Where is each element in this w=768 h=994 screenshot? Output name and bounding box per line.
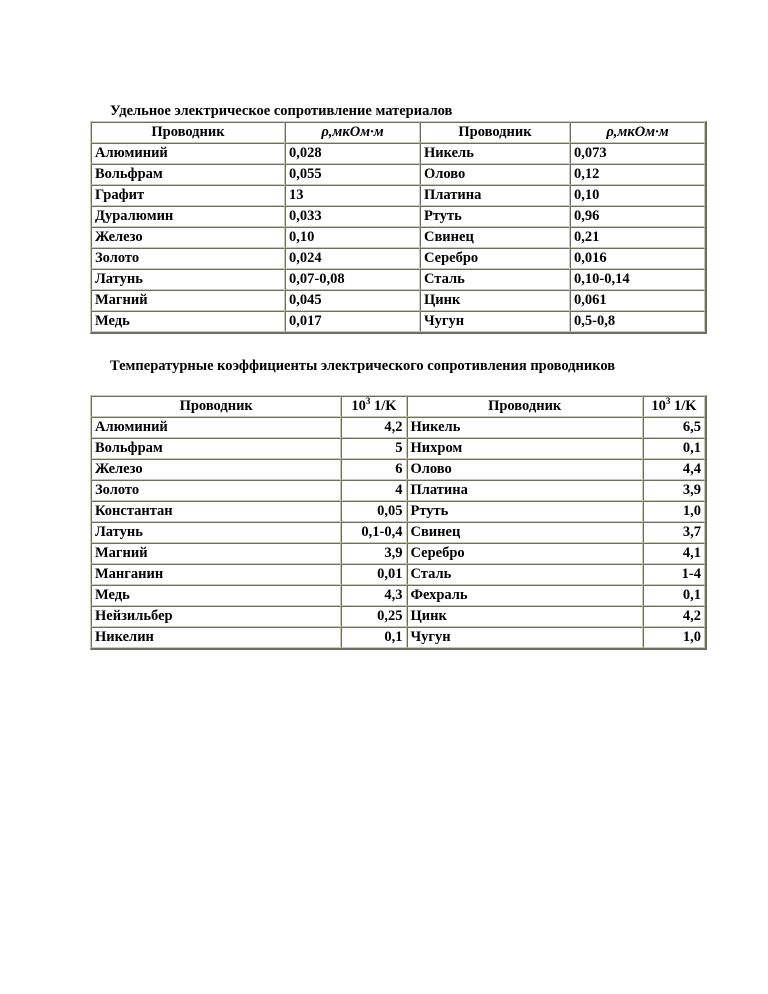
column-header-conductor: Проводник bbox=[91, 122, 285, 143]
conductor-name-cell: Вольфрам bbox=[91, 164, 285, 185]
conductor-name-cell: Свинец bbox=[407, 522, 643, 543]
value-cell: 3,9 bbox=[643, 480, 705, 501]
value-cell: 0,045 bbox=[285, 290, 420, 311]
table-row bbox=[91, 501, 705, 522]
conductor-name-cell: Алюминий bbox=[91, 417, 341, 438]
table-row bbox=[91, 206, 705, 227]
conductor-name-cell: Никель bbox=[420, 143, 570, 164]
column-header-conductor: Проводник bbox=[420, 122, 570, 143]
table-row bbox=[91, 522, 705, 543]
table-row bbox=[91, 311, 705, 332]
conductor-name-cell: Цинк bbox=[420, 290, 570, 311]
conductor-name-cell: Латунь bbox=[91, 269, 285, 290]
column-header-coefficient: $10^3$ 1/K bbox=[341, 396, 406, 417]
table-row bbox=[91, 248, 705, 269]
value-cell: 0,12 bbox=[570, 164, 705, 185]
value-cell: 6,5 bbox=[643, 417, 705, 438]
conductor-name-cell: Медь bbox=[91, 585, 341, 606]
temperature-coefficient-table bbox=[90, 395, 707, 650]
value-cell: 0,5-0,8 bbox=[570, 311, 705, 332]
value-cell: 4 bbox=[341, 480, 406, 501]
value-cell: 0,1-0,4 bbox=[341, 522, 406, 543]
value-cell: 13 bbox=[285, 185, 420, 206]
value-cell: 0,05 bbox=[341, 501, 406, 522]
value-cell: 0,028 bbox=[285, 143, 420, 164]
temperature-coefficient-table-caption: Температурные коэффициенты электрического сопротивления проводников bbox=[110, 358, 616, 374]
resistivity-table-caption: Удельное электрическое сопротивление материалов bbox=[110, 103, 453, 119]
table-row bbox=[91, 585, 705, 606]
value-cell: 1,0 bbox=[643, 627, 705, 648]
table-row bbox=[91, 185, 705, 206]
conductor-name-cell: Олово bbox=[407, 459, 643, 480]
value-cell: 0,024 bbox=[285, 248, 420, 269]
conductor-name-cell: Свинец bbox=[420, 227, 570, 248]
column-header-conductor: Проводник bbox=[91, 396, 341, 417]
value-cell: 0,10 bbox=[570, 185, 705, 206]
conductor-name-cell: Никель bbox=[407, 417, 643, 438]
value-cell: 3,7 bbox=[643, 522, 705, 543]
table-row bbox=[91, 417, 705, 438]
conductor-name-cell: Нейзильбер bbox=[91, 606, 341, 627]
column-header-resistivity: ρ,мкОм·м bbox=[285, 122, 420, 143]
conductor-name-cell: Платина bbox=[420, 185, 570, 206]
conductor-name-cell: Манганин bbox=[91, 564, 341, 585]
value-cell: 6 bbox=[341, 459, 406, 480]
conductor-name-cell: Чугун bbox=[420, 311, 570, 332]
conductor-name-cell: Дуралюмин bbox=[91, 206, 285, 227]
conductor-name-cell: Сталь bbox=[420, 269, 570, 290]
conductor-name-cell: Ртуть bbox=[420, 206, 570, 227]
value-cell: 0,21 bbox=[570, 227, 705, 248]
table-row bbox=[91, 564, 705, 585]
conductor-name-cell: Алюминий bbox=[91, 143, 285, 164]
value-cell: 0,061 bbox=[570, 290, 705, 311]
conductor-name-cell: Золото bbox=[91, 248, 285, 269]
conductor-name-cell: Платина bbox=[407, 480, 643, 501]
value-cell: 0,016 bbox=[570, 248, 705, 269]
conductor-name-cell: Железо bbox=[91, 459, 341, 480]
value-cell: 0,033 bbox=[285, 206, 420, 227]
table-row bbox=[91, 164, 705, 185]
value-cell: 5 bbox=[341, 438, 406, 459]
value-cell: 0,1 bbox=[643, 438, 705, 459]
column-header-coefficient: $10^3$ 1/K bbox=[643, 396, 705, 417]
value-cell: 0,055 bbox=[285, 164, 420, 185]
conductor-name-cell: Золото bbox=[91, 480, 341, 501]
table-row bbox=[91, 459, 705, 480]
table-row bbox=[91, 227, 705, 248]
table-row bbox=[91, 543, 705, 564]
table-header-row bbox=[91, 396, 705, 417]
table-row bbox=[91, 627, 705, 648]
table-header-row bbox=[91, 122, 705, 143]
value-cell: 0,017 bbox=[285, 311, 420, 332]
value-cell: 0,10 bbox=[285, 227, 420, 248]
value-cell: 1,0 bbox=[643, 501, 705, 522]
value-cell: 0,10-0,14 bbox=[570, 269, 705, 290]
conductor-name-cell: Вольфрам bbox=[91, 438, 341, 459]
conductor-name-cell: Чугун bbox=[407, 627, 643, 648]
conductor-name-cell: Медь bbox=[91, 311, 285, 332]
value-cell: 0,1 bbox=[341, 627, 406, 648]
table-row bbox=[91, 269, 705, 290]
conductor-name-cell: Никелин bbox=[91, 627, 341, 648]
conductor-name-cell: Серебро bbox=[407, 543, 643, 564]
table-row bbox=[91, 438, 705, 459]
table-row bbox=[91, 480, 705, 501]
conductor-name-cell: Латунь bbox=[91, 522, 341, 543]
table-row bbox=[91, 290, 705, 311]
value-cell: 0,01 bbox=[341, 564, 406, 585]
value-cell: 0,25 bbox=[341, 606, 406, 627]
conductor-name-cell: Графит bbox=[91, 185, 285, 206]
value-cell: 0,1 bbox=[643, 585, 705, 606]
table-row bbox=[91, 143, 705, 164]
value-cell: 4,3 bbox=[341, 585, 406, 606]
value-cell: 4,4 bbox=[643, 459, 705, 480]
conductor-name-cell: Нихром bbox=[407, 438, 643, 459]
resistivity-table bbox=[90, 121, 707, 334]
column-header-resistivity: ρ,мкОм·м bbox=[570, 122, 705, 143]
value-cell: 1-4 bbox=[643, 564, 705, 585]
value-cell: 4,2 bbox=[643, 606, 705, 627]
conductor-name-cell: Фехраль bbox=[407, 585, 643, 606]
conductor-name-cell: Железо bbox=[91, 227, 285, 248]
value-cell: 0,07-0,08 bbox=[285, 269, 420, 290]
value-cell: 4,2 bbox=[341, 417, 406, 438]
value-cell: 0,96 bbox=[570, 206, 705, 227]
value-cell: 0,073 bbox=[570, 143, 705, 164]
value-cell: 3,9 bbox=[341, 543, 406, 564]
conductor-name-cell: Олово bbox=[420, 164, 570, 185]
conductor-name-cell: Константан bbox=[91, 501, 341, 522]
conductor-name-cell: Магний bbox=[91, 290, 285, 311]
column-header-conductor: Проводник bbox=[407, 396, 643, 417]
value-cell: 4,1 bbox=[643, 543, 705, 564]
conductor-name-cell: Магний bbox=[91, 543, 341, 564]
conductor-name-cell: Цинк bbox=[407, 606, 643, 627]
table-row bbox=[91, 606, 705, 627]
conductor-name-cell: Ртуть bbox=[407, 501, 643, 522]
conductor-name-cell: Серебро bbox=[420, 248, 570, 269]
conductor-name-cell: Сталь bbox=[407, 564, 643, 585]
